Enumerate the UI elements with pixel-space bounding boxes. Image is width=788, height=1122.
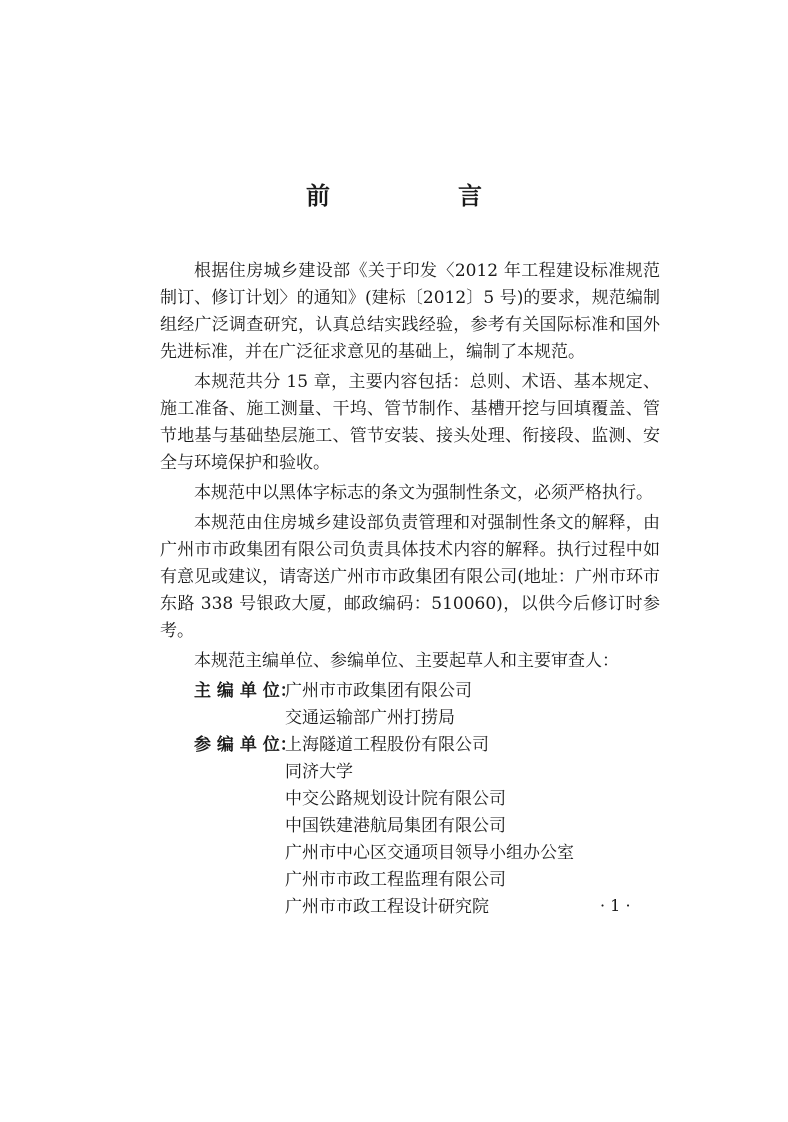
participating-unit: 中国铁建港航局集团有限公司 <box>285 816 506 836</box>
list-item <box>160 732 660 759</box>
chief-editor-label: 主 编 单 位： <box>194 681 297 701</box>
participating-unit: 广州市中心区交通项目领导小组办公室 <box>285 843 574 863</box>
page-number: · 1 · <box>600 896 631 915</box>
paragraph-basis: 根据住房城乡建设部《关于印发〈2012 年工程建设标准规范制订、修订计划〉的通知》(建标〔2012〕5 号)的要求，规范编制组经广泛调查研究，认真总结实践经验，参考有关国际标准和国外先进标准，并在广泛征求意见的基础上，编制了本规范。 <box>160 261 660 362</box>
chief-editor-list <box>160 678 660 732</box>
participating-editor-list <box>160 732 660 921</box>
preface-body <box>160 258 660 921</box>
list-item <box>160 840 660 867</box>
list-item <box>160 678 660 705</box>
participating-unit: 中交公路规划设计院有限公司 <box>285 789 506 809</box>
chief-editor-unit: 广州市市政集团有限公司 <box>285 681 472 701</box>
list-item <box>160 759 660 786</box>
list-item <box>160 786 660 813</box>
participating-editor-label: 参 编 单 位： <box>194 735 297 755</box>
participating-unit: 同济大学 <box>285 762 353 782</box>
chief-editor-unit: 交通运输部广州打捞局 <box>285 708 455 728</box>
participating-unit: 上海隧道工程股份有限公司 <box>285 735 489 755</box>
page-title: 前 言 <box>306 182 534 210</box>
list-item <box>160 813 660 840</box>
participating-unit: 广州市市政工程监理有限公司 <box>285 870 506 890</box>
list-item <box>160 894 660 921</box>
paragraph-mandatory: 本规范中以黑体字标志的条文为强制性条文，必须严格执行。 <box>194 483 653 503</box>
paragraph-contents: 本规范共分 15 章，主要内容包括：总则、术语、基本规定、施工准备、施工测量、干坞、管节制作、基槽开挖与回填覆盖、管节地基与基础垫层施工、管节安装、接头处理、衔接段、监测、安全与环境保护和验收。 <box>160 372 660 473</box>
paragraph-management: 本规范由住房城乡建设部负责管理和对强制性条文的解释，由广州市市政集团有限公司负责具体技术内容的解释。执行过程中如有意见或建议，请寄送广州市市政集团有限公司(地址：广州市环市东路 338 号银政大厦，邮政编码：510060)，以供今后修订时参考。 <box>160 513 660 641</box>
list-item <box>160 867 660 894</box>
participating-unit: 广州市市政工程设计研究院 <box>285 897 489 917</box>
paragraph-editors-intro: 本规范主编单位、参编单位、主要起草人和主要审查人： <box>194 651 619 671</box>
list-item <box>160 705 660 732</box>
